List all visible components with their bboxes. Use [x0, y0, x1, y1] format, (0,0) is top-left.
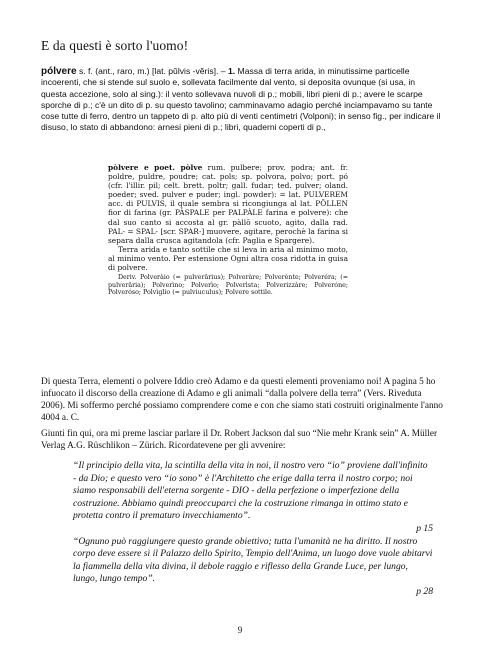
paragraph-creation: Di questa Terra, elementi o polvere Iddio creò Adamo e da questi elementi proveniamo noi! A pagina 5 ho infuocato il discorso della creazione di Adamo e gli animali “dalla polvere della terra” (Vers. Riveduta 2006). Mi soffermo perché possiamo comprendere come e con che siamo stati costruiti originalmente l'anno 4004 a. C.	[41, 377, 443, 423]
quote-1-page-ref: p 15	[416, 522, 433, 534]
definition-text: Massa di terra arida, in minutissime particelle incoerenti, che si stende sul suolo e, sollevata facilmente dal vento, si deposita ovunque (si usa, in questa accezione, solo al sing.): il vento sollevava nuvoli di p.; mobili, libri pieni di p.; avere le scarpe sporche di p.; c'è un dito di p. su questo tavolino; camminavamo adagio perché inciampavamo su tante cose tutte di ferro, dentro un tappeto di p. alto più di venti centimetri (Volponi); in senso fig., per indicare il disuso, lo stato di abbandono: arnesi pieni di p.; libri, quaderni coperti di p.,	[41, 66, 441, 133]
scan-etymology: rum. pulbere; prov. podra; ant. fr. poldre, puldre, poudre; cat. pols; sp. polvora, polvo; port. pó (cfr. l'illir. pil; celt. brett. poltr; gall. fudar; ted. pulver; oland. poeder; sved. pulver e puder; ingl. powder): = lat. PULVEREM acc. di PULVIS, il quale sembra si ricongiunga al lat. PŎLLEN fior di farina (gr. PÀSPALE per PALPÀLE farina e polvere): che dal suo canto si accosta al gr. pàllō scuoto, agito, dalla rad. PAL- = SPAL- [scr. SPAR-] muovere, agitare, perochè la farina si separa dalla crusca agitandola (cfr. Paglia e Spargere).	[108, 163, 349, 245]
dictionary-definition: pólvere s. f. (ant., raro, m.) [lat. pŭlvis -vĕris]. – 1. Massa di terra arida, in minutissime particelle incoerenti, che si stende sul suolo e, sollevata facilmente dal vento, si deposita ovunque (si usa, in questa accezione, solo al sing.): il vento sollevava nuvoli di p.; mobili, libri pieni di p.; avere le scarpe sporche di p.; c'è un dito di p. su questo tavolino; camminavamo adagio perché inciampavamo su tante cose tutte di ferro, dentro un tappeto di p. alto più di venti centimetri (Volponi); in senso fig., per indicare il disuso, lo stato di abbandono: arnesi pieni di p.; libri, quaderni coperti di p.,	[41, 66, 441, 133]
scan-headword: pòlvere e poet. pòlve	[108, 163, 203, 172]
page-title: E da questi è sorto l'uomo!	[41, 38, 189, 53]
paragraph-citation-intro: Giunti fin qui, ora mi preme lasciar parlare il Dr. Robert Jackson dal suo “Nie mehr Krank sein” A. Müller Verlag A.G. Rüschlikon – Zürich. Ricordatevene per gli avvenire:	[41, 429, 438, 451]
scan-derivatives: Deriv. Polveràio (= pulverārius); Polveràre; Polverènte; Polveréra; (= pulverāria); Polverìno; Polverìo; Polverìsta; Polverizzàre; Polveróne; Polveróso; Polvìglio (= pulviuculus); Polvere sottile.	[108, 274, 348, 297]
page-number: 9	[237, 625, 243, 635]
definition-meta: s. f. (ant., raro, m.) [lat. pŭlvis -vĕris].	[78, 66, 219, 76]
quote-2-page-ref: p 28	[416, 585, 433, 597]
quote-1: “Il principio della vita, la scintilla della vita in noi, il nostro vero “io” proviene dall'infinito - da Dio; e questo vero “io sono” è l'Architetto che erige dalla terra il nostro corpo; noi siamo responsabili dell'eterna sorgente - DIO - della perfezione o imperfezione della costruzione. Abbiamo quindi preoccuparci che la costruzione rimanga in ottimo stato e protetta contro il prematuro invecchiamento”.	[73, 460, 428, 522]
quote-block	[73, 460, 433, 599]
scan-meaning: Terra arida e tanto sottile che si leva in aria al minimo moto, al minimo vento. Per estensione Ogni altra cosa ridotta in guisa di polvere.	[108, 244, 348, 273]
scanned-dictionary-excerpt	[108, 163, 348, 297]
quote-2: “Ognuno può raggiungere questo grande obiettivo; tutta l'umanità ne ha diritto. Il nostro corpo deve essere sì il Palazzo dello Spirito, Tempio dell'Anima, un luogo dove vuole abitarvi la fiammella della vita divina, il debole raggio e riflesso della Grande Luce, per lungo, lungo, lungo tempo”.	[73, 535, 433, 585]
definition-sense-number: 1.	[227, 66, 236, 76]
definition-headword: pólvere	[41, 66, 77, 77]
